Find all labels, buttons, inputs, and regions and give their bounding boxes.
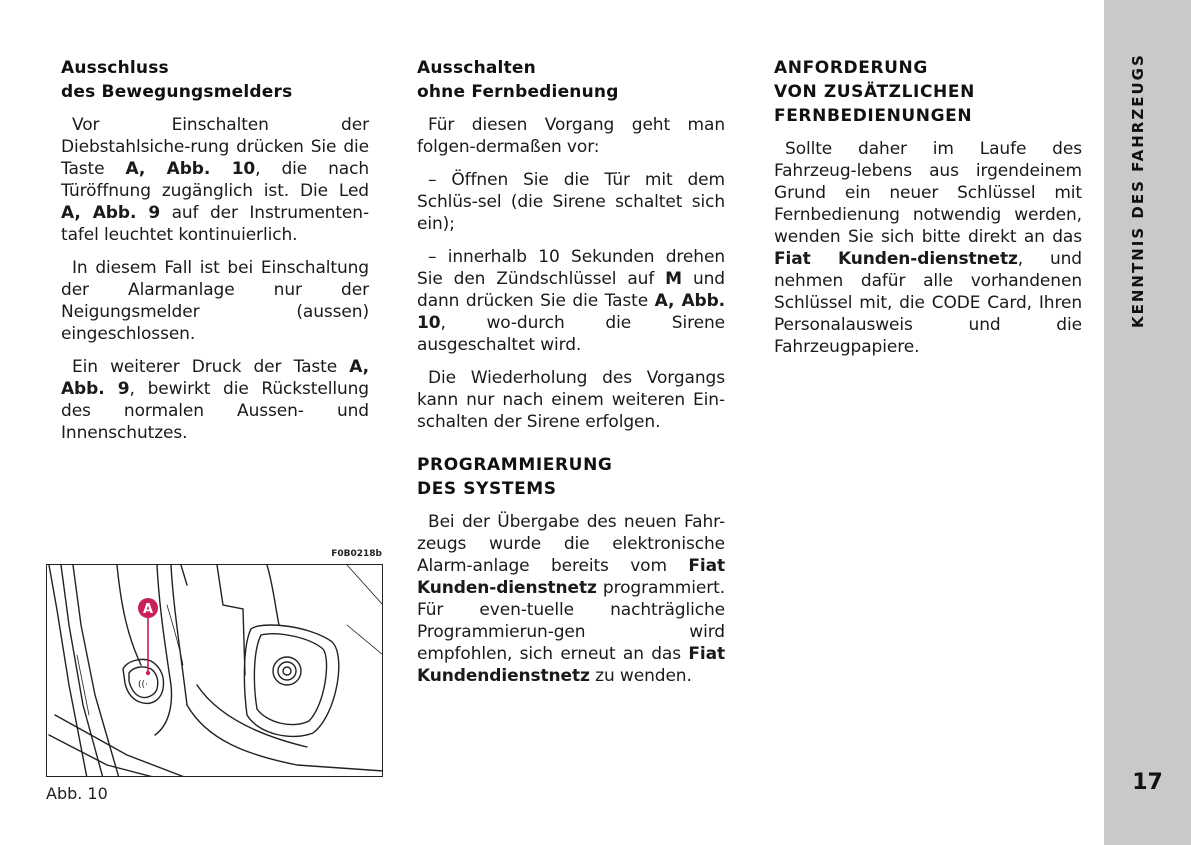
paragraph: Bei der Übergabe des neuen Fahr-zeugs wurde die elektronische Alarm-anlage bereits vom Fiat Kunden-dienstnetz programmiert. Für even-tuelle nachträgliche Programmierun-gen wird empfohlen, sich erneut an das Fiat Kundendienstnetz zu wenden. <box>417 512 725 686</box>
heading-line: Ausschluss <box>61 58 169 78</box>
heading-ausschalten <box>417 56 725 104</box>
page-number: 17 <box>1132 770 1163 795</box>
section-title: KENNTNIS DES FAHRZEUGS <box>1129 53 1147 328</box>
callout-label: A <box>142 602 154 617</box>
svg-text:((·: ((· <box>138 680 148 690</box>
paragraph: Die Wiederholung des Vorgangs kann nur nach einem weiteren Ein-schalten der Sirene erfolgen. <box>417 368 725 432</box>
heading-line: DES SYSTEMS <box>417 479 557 499</box>
paragraph: In diesem Fall ist bei Einschaltung der Alarmanlage nur der Neigungsmelder (aussen) eingeschlossen. <box>61 258 369 344</box>
heading-programmierung <box>417 453 725 501</box>
column-left <box>61 56 369 444</box>
heading-line: des Bewegungsmelders <box>61 82 293 102</box>
paragraph: – Öffnen Sie die Tür mit dem Schlüs-sel (die Sirene schaltet sich ein); <box>417 170 725 234</box>
heading-line: VON ZUSÄTZLICHEN <box>774 82 975 102</box>
paragraph: Vor Einschalten der Diebstahlsiche-rung drücken Sie die Taste A, Abb. 10, die nach Türöffnung zugänglich ist. Die Led A, Abb. 9 auf der Instrumenten-tafel leuchtet kontinuierlich. <box>61 115 370 245</box>
column-right <box>774 56 1082 358</box>
heading-ausschluss <box>61 56 369 104</box>
paragraph: Ein weiterer Druck der Taste A, Abb. 9, bewirkt die Rückstellung des normalen Aussen- und Innenschutzes. <box>61 357 369 443</box>
column-middle <box>417 56 725 687</box>
callout-a <box>138 598 158 618</box>
paragraph: Sollte daher im Laufe des Fahrzeug-lebens aus irgendeinem Grund ein neuer Schlüssel mit Fernbedienung notwendig werden, wenden Sie sich bitte direkt an das Fiat Kunden-dienstnetz, und nehmen dafür alle vorhandenen Schlüssel mit, die CODE Card, Ihren Personalausweis und die Fahrzeugpapiere. <box>774 139 1082 357</box>
heading-anforderung <box>774 56 1082 128</box>
paragraph: Für diesen Vorgang geht man folgen-dermaßen vor: <box>417 115 725 157</box>
figure-door-button <box>46 564 383 777</box>
figure-caption: Abb. 10 <box>46 784 108 803</box>
remote-signal-icon <box>138 680 148 690</box>
heading-line: PROGRAMMIERUNG <box>417 455 613 475</box>
door-illustration <box>47 565 383 777</box>
heading-line: ohne Fernbedienung <box>417 82 619 102</box>
heading-line: FERNBEDIENUNGEN <box>774 106 973 126</box>
heading-line: ANFORDERUNG <box>774 58 928 78</box>
heading-line: Ausschalten <box>417 58 536 78</box>
paragraph: – innerhalb 10 Sekunden drehen Sie den Zündschlüssel auf M und dann drücken Sie die Taste A, Abb. 10, wo-durch die Sirene ausgeschaltet wird. <box>417 247 725 355</box>
figure-code: F0B0218b <box>331 549 382 559</box>
sidebar-tab <box>1104 0 1191 845</box>
